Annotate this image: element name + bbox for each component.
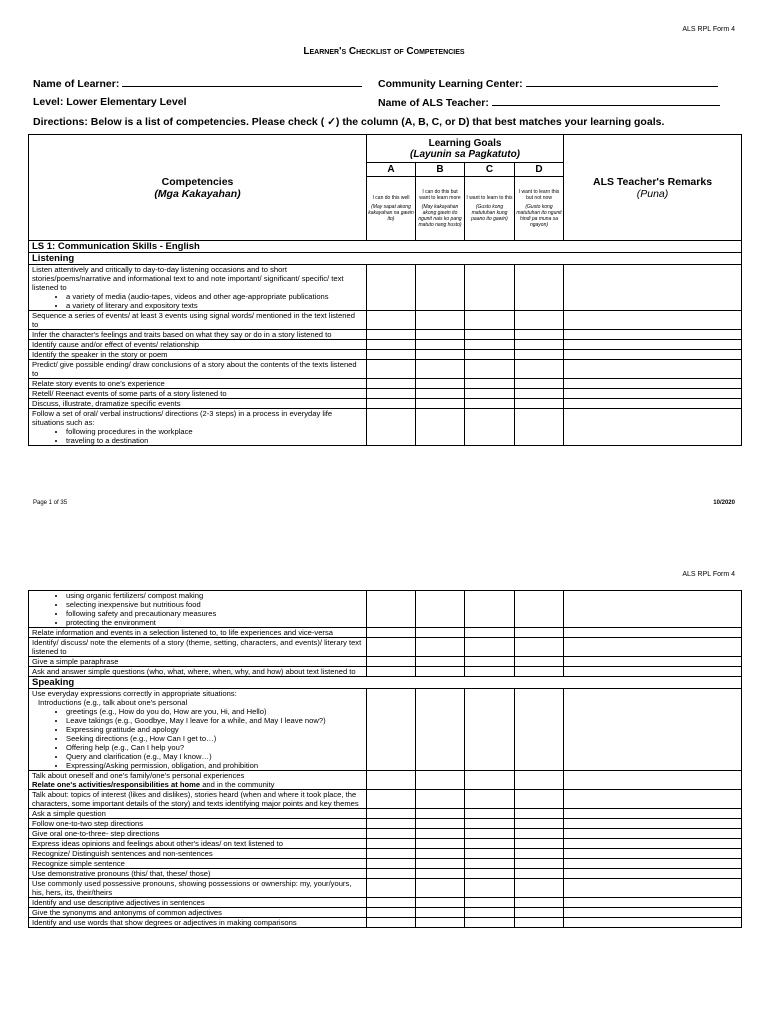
check-cell-d[interactable] <box>515 265 564 311</box>
table-row <box>29 591 742 628</box>
page-gap <box>0 528 768 560</box>
table-row <box>29 859 742 869</box>
check-cell-d[interactable] <box>515 859 564 869</box>
list-item: • following safety and precautionary measures <box>66 609 363 618</box>
check-cell-c[interactable] <box>465 591 515 628</box>
table-row <box>29 389 742 399</box>
check-cell-d[interactable] <box>515 389 564 399</box>
check-cell-b[interactable] <box>416 409 465 446</box>
table-row <box>29 879 742 898</box>
table-row <box>29 829 742 839</box>
competency-cell <box>29 771 367 790</box>
competency-text: Give oral one-to-three- step directions <box>29 829 367 839</box>
check-cell-a[interactable] <box>367 657 416 667</box>
form-code: ALS RPL Form 4 <box>682 26 735 33</box>
remarks-cell[interactable] <box>564 829 742 839</box>
subsection-row <box>29 677 742 689</box>
check-cell-d[interactable] <box>515 849 564 859</box>
check-cell-d[interactable] <box>515 829 564 839</box>
competency-text: Express ideas opinions and feelings about other's ideas/ on text listened to <box>29 839 367 849</box>
check-cell-d[interactable] <box>515 628 564 638</box>
check-cell-b[interactable] <box>416 379 465 389</box>
check-cell-a[interactable] <box>367 628 416 638</box>
check-cell-a[interactable] <box>367 898 416 908</box>
check-cell-d[interactable] <box>515 340 564 350</box>
competency-text: Ask and answer simple questions (who, what, where, when, why, and how) about text listened to <box>29 667 367 677</box>
column-a-en: I can do this well <box>372 195 410 201</box>
table-row <box>29 350 742 360</box>
remarks-cell[interactable] <box>564 379 742 389</box>
check-cell-c[interactable] <box>465 859 515 869</box>
competency-text: Use everyday expressions correctly in appropriate situations: <box>32 689 237 698</box>
remarks-cell[interactable] <box>564 879 742 898</box>
check-cell-a[interactable] <box>367 790 416 809</box>
check-cell-a[interactable] <box>367 819 416 829</box>
column-b-en: I can do this but want to learn more <box>419 189 461 201</box>
check-cell-b[interactable] <box>416 657 465 667</box>
remarks-label: ALS Teacher's Remarks <box>593 175 713 188</box>
check-cell-a[interactable] <box>367 591 416 628</box>
check-cell-d[interactable] <box>515 591 564 628</box>
check-cell-b[interactable] <box>416 918 465 928</box>
remarks-cell[interactable] <box>564 399 742 409</box>
column-b-description <box>416 177 465 241</box>
competency-text: Relate information and events in a selection listened to, to life experiences and vice-versa <box>29 628 367 638</box>
table-row <box>29 340 742 350</box>
check-cell-a[interactable] <box>367 918 416 928</box>
table-row <box>29 657 742 667</box>
list-item: • following procedures in the workplace <box>66 427 363 436</box>
list-item: • Leave takings (e.g., Goodbye, May I leave for a while, and May I leave now?) <box>66 716 363 725</box>
learning-goals-header <box>367 135 564 163</box>
check-cell-c[interactable] <box>465 628 515 638</box>
check-cell-a[interactable] <box>367 879 416 898</box>
check-cell-c[interactable] <box>465 689 515 771</box>
check-cell-b[interactable] <box>416 869 465 879</box>
competency-text: Give the synonyms and antonyms of common adjectives <box>29 908 367 918</box>
check-cell-c[interactable] <box>465 379 515 389</box>
list-item: • selecting inexpensive but nutritious food <box>66 600 363 609</box>
table-row <box>29 689 742 771</box>
remarks-cell[interactable] <box>564 591 742 628</box>
remarks-cell[interactable] <box>564 790 742 809</box>
competency-text: Discuss, illustrate, dramatize specific events <box>29 399 367 409</box>
check-cell-b[interactable] <box>416 908 465 918</box>
list-item: • Query and clarification (e.g., May I know…) <box>66 752 363 761</box>
learner-name-label: Name of Learner: <box>33 78 120 90</box>
competency-text: Use commonly used possessive pronouns, showing possessions or ownership: my, your/yours, his, hers, its, their/theirs <box>29 879 367 898</box>
check-cell-a[interactable] <box>367 689 416 771</box>
check-cell-b[interactable] <box>416 849 465 859</box>
table-row <box>29 771 742 790</box>
check-cell-b[interactable] <box>416 829 465 839</box>
check-cell-d[interactable] <box>515 330 564 340</box>
check-cell-d[interactable] <box>515 819 564 829</box>
check-cell-c[interactable] <box>465 350 515 360</box>
competency-text: Talk about oneself and one's family/one's personal experiences <box>32 771 245 780</box>
learning-goals-label: Learning Goals <box>428 137 502 149</box>
remarks-cell[interactable] <box>564 330 742 340</box>
competency-cell <box>29 409 367 446</box>
check-cell-d[interactable] <box>515 311 564 330</box>
column-c-fil: (Gusto kong matutuhan kung paano ito gawin) <box>471 204 508 222</box>
check-cell-a[interactable] <box>367 350 416 360</box>
check-cell-c[interactable] <box>465 849 515 859</box>
check-cell-b[interactable] <box>416 399 465 409</box>
remarks-cell[interactable] <box>564 869 742 879</box>
table-row <box>29 849 742 859</box>
competencies-label: Competencies <box>161 175 234 188</box>
competency-subtext: Introductions (e.g., talk about one's personal <box>38 698 188 707</box>
column-b-letter: B <box>416 163 465 177</box>
check-cell-a[interactable] <box>367 409 416 446</box>
check-cell-b[interactable] <box>416 790 465 809</box>
check-cell-b[interactable] <box>416 771 465 790</box>
table-row <box>29 628 742 638</box>
list-item: • traveling to a destination <box>66 436 363 445</box>
list-item: • Expressing gratitude and apology <box>66 725 363 734</box>
check-cell-a[interactable] <box>367 340 416 350</box>
remarks-cell[interactable] <box>564 908 742 918</box>
directions: Directions: Below is a list of competencies. Please check ( ✓) the column (A, B, C, or D) that best matches your learning goals. <box>33 116 665 128</box>
check-cell-c[interactable] <box>465 839 515 849</box>
competency-text: Retell/ Reenact events of some parts of a story listened to <box>29 389 367 399</box>
check-cell-c[interactable] <box>465 819 515 829</box>
check-cell-a[interactable] <box>367 771 416 790</box>
check-cell-c[interactable] <box>465 908 515 918</box>
column-a-description <box>367 177 416 241</box>
competency-text-bold: Relate one's activities/responsibilities at home <box>32 780 201 789</box>
column-c-letter: C <box>465 163 515 177</box>
check-cell-d[interactable] <box>515 350 564 360</box>
learner-name-field[interactable] <box>33 77 362 90</box>
check-cell-a[interactable] <box>367 311 416 330</box>
page-2 <box>0 560 768 1024</box>
check-cell-c[interactable] <box>465 389 515 399</box>
competency-text: Recognize simple sentence <box>29 859 367 869</box>
table-row <box>29 330 742 340</box>
competency-cell <box>29 689 367 771</box>
check-cell-b[interactable] <box>416 809 465 819</box>
check-cell-b[interactable] <box>416 667 465 677</box>
competency-table-page1 <box>28 134 742 446</box>
competency-text: Identify the speaker in the story or poem <box>29 350 367 360</box>
check-cell-d[interactable] <box>515 908 564 918</box>
check-cell-b[interactable] <box>416 340 465 350</box>
column-d-letter: D <box>515 163 564 177</box>
check-cell-b[interactable] <box>416 591 465 628</box>
competency-text: Follow one-to-two step directions <box>29 819 367 829</box>
remarks-fil-label: (Puna) <box>636 187 669 200</box>
remarks-cell[interactable] <box>564 849 742 859</box>
competency-cell <box>29 591 367 628</box>
remarks-cell[interactable] <box>564 265 742 311</box>
competency-text: Relate story events to one's experience <box>29 379 367 389</box>
column-a-letter: A <box>367 163 416 177</box>
check-cell-d[interactable] <box>515 839 564 849</box>
teacher-field[interactable] <box>378 96 720 109</box>
check-cell-d[interactable] <box>515 790 564 809</box>
check-cell-b[interactable] <box>416 628 465 638</box>
strand-row <box>29 241 742 253</box>
table-row <box>29 839 742 849</box>
table-row <box>29 638 742 657</box>
check-cell-c[interactable] <box>465 360 515 379</box>
check-cell-b[interactable] <box>416 638 465 657</box>
revision-date: 10/2020 <box>713 500 735 506</box>
table-row <box>29 869 742 879</box>
remarks-cell[interactable] <box>564 819 742 829</box>
column-d-en: I want to learn this but not now <box>518 189 560 201</box>
competency-cell <box>29 265 367 311</box>
check-cell-a[interactable] <box>367 399 416 409</box>
list-item: • Expressing/Asking permission, obligation, and prohibition <box>66 761 363 770</box>
check-cell-c[interactable] <box>465 869 515 879</box>
check-cell-c[interactable] <box>465 330 515 340</box>
remarks-cell[interactable] <box>564 409 742 446</box>
table-row <box>29 667 742 677</box>
check-cell-d[interactable] <box>515 667 564 677</box>
learner-name-line <box>122 77 362 87</box>
table-row <box>29 409 742 446</box>
table-row <box>29 819 742 829</box>
column-b-fil: (May kakayahan akong gawin ito ngunit nais ko pang matuto nang husto) <box>418 204 462 228</box>
check-cell-b[interactable] <box>416 898 465 908</box>
check-cell-c[interactable] <box>465 879 515 898</box>
remarks-cell[interactable] <box>564 638 742 657</box>
list-item: • a variety of media (audio-tapes, videos and other age-appropriate publications <box>66 292 363 301</box>
remarks-cell[interactable] <box>564 628 742 638</box>
check-cell-c[interactable] <box>465 399 515 409</box>
teacher-label: Name of ALS Teacher: <box>378 97 489 109</box>
competency-table-page2 <box>28 590 742 928</box>
competency-text: Predict/ give possible ending/ draw conclusions of a story about the contents of the texts listened to <box>29 360 367 379</box>
remarks-cell[interactable] <box>564 311 742 330</box>
column-d-fil: (Gusto kong matutuhan ito ngunit hindi pa muna sa ngayon) <box>516 204 562 228</box>
column-c-description <box>465 177 515 241</box>
check-cell-a[interactable] <box>367 809 416 819</box>
teacher-line <box>492 96 720 106</box>
subsection-row <box>29 253 742 265</box>
check-cell-d[interactable] <box>515 809 564 819</box>
check-cell-d[interactable] <box>515 657 564 667</box>
check-cell-c[interactable] <box>465 809 515 819</box>
check-cell-b[interactable] <box>416 859 465 869</box>
competency-text: Use demonstrative pronouns (this/ that, these/ those) <box>29 869 367 879</box>
check-cell-c[interactable] <box>465 657 515 667</box>
check-cell-a[interactable] <box>367 849 416 859</box>
clc-field[interactable] <box>378 77 718 90</box>
subsection-speaking: Speaking <box>29 677 742 689</box>
table-row <box>29 908 742 918</box>
competency-text-tail: and in the community <box>200 780 275 789</box>
table-row <box>29 360 742 379</box>
check-cell-d[interactable] <box>515 399 564 409</box>
remarks-header <box>564 135 742 241</box>
check-cell-d[interactable] <box>515 879 564 898</box>
check-cell-d[interactable] <box>515 869 564 879</box>
check-cell-d[interactable] <box>515 638 564 657</box>
check-cell-c[interactable] <box>465 771 515 790</box>
clc-line <box>526 77 718 87</box>
check-cell-c[interactable] <box>465 898 515 908</box>
check-cell-b[interactable] <box>416 819 465 829</box>
check-cell-b[interactable] <box>416 689 465 771</box>
check-cell-b[interactable] <box>416 389 465 399</box>
check-cell-a[interactable] <box>367 265 416 311</box>
check-cell-c[interactable] <box>465 311 515 330</box>
list-item: • Seeking directions (e.g., How Can I get to…) <box>66 734 363 743</box>
check-cell-c[interactable] <box>465 918 515 928</box>
check-cell-a[interactable] <box>367 859 416 869</box>
check-cell-b[interactable] <box>416 350 465 360</box>
check-cell-b[interactable] <box>416 839 465 849</box>
strand-title: LS 1: Communication Skills - English <box>29 241 742 253</box>
remarks-cell[interactable] <box>564 918 742 928</box>
document-title: Learner's Checklist of Competencies <box>303 46 465 57</box>
page-number: Page 1 of 35 <box>33 500 68 506</box>
check-cell-a[interactable] <box>367 638 416 657</box>
competency-text: Ask a simple question <box>29 809 367 819</box>
column-a-fil: (May sapat akong kakayahan na gawin ito) <box>368 204 414 222</box>
list-item: • using organic fertilizers/ compost making <box>66 591 363 600</box>
table-row <box>29 265 742 311</box>
competency-text: Talk about: topics of interest (likes and dislikes), stories heard (when and where it took place, the characters, some important details of the story) and texts identifying major points and key themes <box>29 790 367 809</box>
learning-goals-fil-label: (Layunin sa Pagkatuto) <box>410 148 521 160</box>
form-code: ALS RPL Form 4 <box>682 571 735 578</box>
check-cell-b[interactable] <box>416 879 465 898</box>
competency-text: Recognize/ Distinguish sentences and non-sentences <box>29 849 367 859</box>
check-cell-d[interactable] <box>515 379 564 389</box>
check-cell-a[interactable] <box>367 379 416 389</box>
check-cell-c[interactable] <box>465 409 515 446</box>
list-item: • greetings (e.g., How do you do, How are you, Hi, and Hello) <box>66 707 363 716</box>
competencies-fil-label: (Mga Kakayahan) <box>154 187 241 200</box>
table-row <box>29 399 742 409</box>
list-item: • a variety of literary and expository texts <box>66 301 363 310</box>
check-cell-a[interactable] <box>367 869 416 879</box>
remarks-cell[interactable] <box>564 350 742 360</box>
level-label: Level: Lower Elementary Level <box>33 96 187 108</box>
remarks-cell[interactable] <box>564 360 742 379</box>
check-cell-d[interactable] <box>515 689 564 771</box>
check-cell-a[interactable] <box>367 389 416 399</box>
competency-text: Identify/ discuss/ note the elements of a story (theme, setting, characters, and events)/ literary text listened to <box>29 638 367 657</box>
check-cell-c[interactable] <box>465 829 515 839</box>
table-row <box>29 311 742 330</box>
competency-text: Infer the character's feelings and traits based on what they say or do in a story listened to <box>29 330 367 340</box>
check-cell-d[interactable] <box>515 360 564 379</box>
table-row <box>29 918 742 928</box>
check-cell-c[interactable] <box>465 638 515 657</box>
remarks-cell[interactable] <box>564 657 742 667</box>
competency-text: Identify and use descriptive adjectives in sentences <box>29 898 367 908</box>
list-item: • protecting the environment <box>66 618 363 627</box>
check-cell-c[interactable] <box>465 340 515 350</box>
check-cell-c[interactable] <box>465 667 515 677</box>
check-cell-a[interactable] <box>367 829 416 839</box>
table-row <box>29 898 742 908</box>
check-cell-a[interactable] <box>367 667 416 677</box>
table-row <box>29 379 742 389</box>
competency-text: Sequence a series of events/ at least 3 events using signal words/ mentioned in the text listened to <box>29 311 367 330</box>
column-d-description <box>515 177 564 241</box>
remarks-cell[interactable] <box>564 389 742 399</box>
subsection-listening: Listening <box>29 253 742 265</box>
level-field <box>33 96 186 108</box>
check-cell-d[interactable] <box>515 898 564 908</box>
remarks-cell[interactable] <box>564 809 742 819</box>
competencies-header <box>29 135 367 241</box>
competency-text: Listen attentively and critically to day-to-day listening occasions and to short stories/poems/narrative and informational text to and note important/ significant/ specific/ text listened to <box>32 265 344 292</box>
check-cell-d[interactable] <box>515 409 564 446</box>
check-cell-b[interactable] <box>416 311 465 330</box>
remarks-cell[interactable] <box>564 771 742 790</box>
remarks-cell[interactable] <box>564 340 742 350</box>
competency-text: Give a simple paraphrase <box>29 657 367 667</box>
table-row <box>29 809 742 819</box>
check-cell-a[interactable] <box>367 330 416 340</box>
column-c-en: I want to learn to this <box>466 195 513 201</box>
check-cell-a[interactable] <box>367 908 416 918</box>
table-row <box>29 790 742 809</box>
competency-text: Identify and use words that show degrees or adjectives in making comparisons <box>29 918 367 928</box>
check-cell-a[interactable] <box>367 360 416 379</box>
check-cell-d[interactable] <box>515 918 564 928</box>
check-cell-b[interactable] <box>416 265 465 311</box>
check-cell-a[interactable] <box>367 839 416 849</box>
remarks-cell[interactable] <box>564 859 742 869</box>
check-cell-d[interactable] <box>515 771 564 790</box>
remarks-cell[interactable] <box>564 839 742 849</box>
check-cell-b[interactable] <box>416 330 465 340</box>
remarks-cell[interactable] <box>564 898 742 908</box>
competency-text: Follow a set of oral/ verbal instructions/ directions (2-3 steps) in a process in everyday life situations such as: <box>32 409 333 427</box>
check-cell-b[interactable] <box>416 360 465 379</box>
remarks-cell[interactable] <box>564 689 742 771</box>
list-item: • Offering help (e.g., Can I help you? <box>66 743 363 752</box>
clc-label: Community Learning Center: <box>378 78 523 90</box>
remarks-cell[interactable] <box>564 667 742 677</box>
competency-text: Identify cause and/or effect of events/ relationship <box>29 340 367 350</box>
check-cell-c[interactable] <box>465 790 515 809</box>
check-cell-c[interactable] <box>465 265 515 311</box>
